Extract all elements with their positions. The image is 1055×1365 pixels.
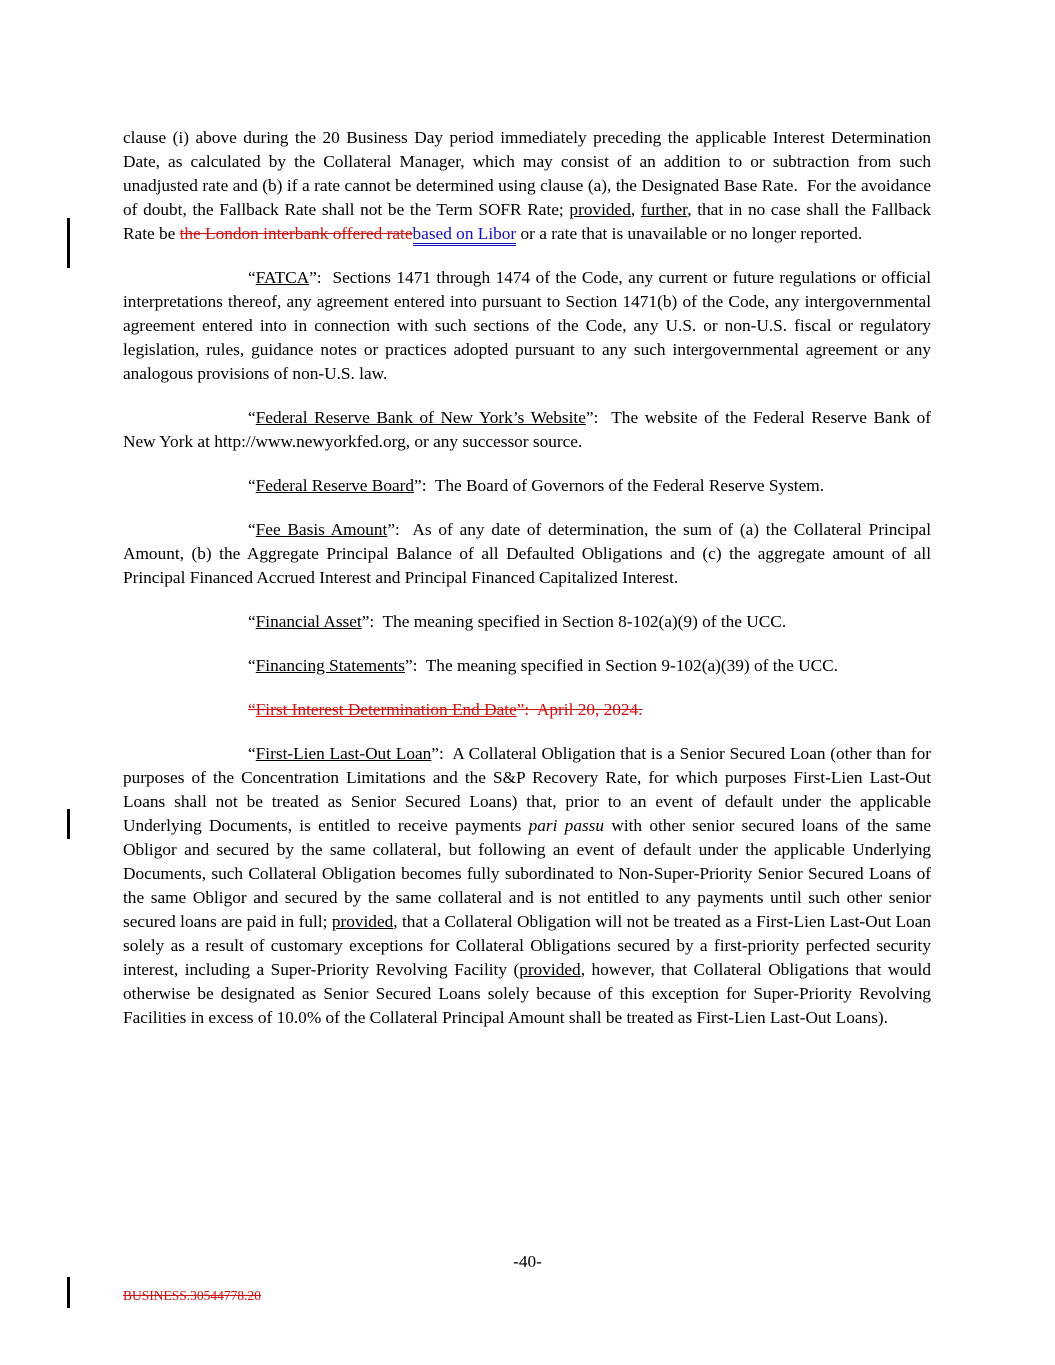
change-bar bbox=[67, 1277, 70, 1308]
text-segment: Fee Basis Amount bbox=[255, 520, 388, 539]
text-segment: provided bbox=[519, 960, 581, 979]
definition-federal-reserve-board bbox=[123, 474, 931, 498]
text-segment: Federal Reserve Board bbox=[255, 476, 415, 495]
text-segment: ”: A Collateral Obligation that is a Senior Secured Loan (other than for purposes of the Concentration Limitations and the S&P Recovery Rate, for which purposes First-Lien Last-Out Loans shall not be treated as Senior Secured Loans) that, prior to an event of default under the applicable Underlying Documents, is entitled to receive payments bbox=[123, 744, 931, 835]
text-segment: ”: The Board of Governors of the Federal Reserve System. bbox=[414, 476, 825, 495]
text-segment: provided bbox=[569, 200, 631, 219]
definition-federal-reserve-bank-website bbox=[123, 406, 931, 454]
change-bar bbox=[67, 809, 70, 839]
text-segment: Financing Statements bbox=[255, 656, 405, 675]
text-segment: ”: The website of the Federal Reserve Bank of New York at http://www.newyorkfed.org, or any successor source. bbox=[123, 408, 931, 451]
text-segment: with other senior secured loans of the same Obligor and secured by the same collateral, but following an event of default under the applicable Underlying Documents, such Collateral Obligation becomes fully subordinated to Non-Super-Priority Senior Secured Loans of the same Obligor and secured by the same collateral and is not entitled to any payments until such other senior secured loans are paid in full; bbox=[123, 816, 932, 931]
text-segment: “ bbox=[248, 476, 256, 495]
definition-first-lien-last-out-loan bbox=[123, 742, 931, 1030]
text-segment: based on Libor bbox=[413, 224, 517, 246]
text-segment: “ bbox=[248, 700, 256, 719]
text-segment: “ bbox=[248, 408, 256, 427]
text-segment: pari passu bbox=[528, 816, 605, 835]
definition-fee-basis-amount bbox=[123, 518, 931, 590]
text-segment: , that in no case shall the Fallback Rate be bbox=[123, 200, 931, 243]
text-segment: ”: April 20, 2024. bbox=[516, 700, 643, 719]
definition-first-interest-determination-end-date-deleted bbox=[123, 698, 931, 722]
text-segment: or a rate that is unavailable or no longer reported. bbox=[516, 224, 863, 243]
text-segment: , that a Collateral Obligation will not be treated as a First-Lien Last-Out Loan solely as a result of customary exceptions for Collateral Obligations secured by a first-priority perfected security interest, including a Super-Priority Revolving Facility ( bbox=[123, 912, 932, 979]
text-segment: Federal Reserve Bank of New York’s Website bbox=[255, 408, 586, 427]
text-segment: provided bbox=[331, 912, 394, 931]
change-bar bbox=[67, 218, 70, 268]
document-body bbox=[123, 126, 931, 1050]
text-segment: ”: Sections 1471 through 1474 of the Code, any current or future regulations or official interpretations thereof, any agreement entered into pursuant to Section 1471(b) of the Code, any intergovernmental agreement entered into in connection with such sections of the Code, any U.S. or non-U.S. fiscal or regulatory legislation, rules, guidance notes or practices adopted pursuant to any such intergovernmental agreement or any analogous provisions of non-U.S. law. bbox=[123, 268, 931, 383]
text-segment: First Interest Determination End Date bbox=[255, 700, 517, 719]
text-segment: further bbox=[640, 200, 688, 219]
definition-fatca bbox=[123, 266, 931, 386]
text-segment: ”: The meaning specified in Section 9-102(a)(39) of the UCC. bbox=[404, 656, 838, 675]
text-segment: “ bbox=[248, 268, 256, 287]
text-segment: ”: The meaning specified in Section 8-102(a)(9) of the UCC. bbox=[361, 612, 787, 631]
page-number: -40- bbox=[513, 1252, 542, 1271]
text-segment: First-Lien Last-Out Loan bbox=[255, 744, 432, 763]
text-segment: , however, that Collateral Obligations that would otherwise be designated as Senior Secured Loans solely because of this exception for Super-Priority Revolving Facilities in excess of 10.0% of the Collateral Principal Amount shall be treated as First-Lien Last-Out Loans). bbox=[123, 960, 931, 1027]
definition-financing-statements bbox=[123, 654, 931, 678]
text-segment: the London interbank offered rate bbox=[179, 224, 413, 243]
text-segment: , bbox=[630, 200, 641, 219]
text-segment: FATCA bbox=[255, 268, 310, 287]
text-segment: ”: As of any date of determination, the sum of (a) the Collateral Principal Amount, (b) the Aggregate Principal Balance of all Defaulted Obligations and (c) the aggregate amount of all Principal Financed Accrued Interest and Principal Financed Capitalized Interest. bbox=[123, 520, 932, 587]
text-segment: “ bbox=[248, 520, 256, 539]
text-segment: “ bbox=[248, 612, 256, 631]
definition-financial-asset bbox=[123, 610, 931, 634]
text-segment: Financial Asset bbox=[255, 612, 362, 631]
text-segment: clause (i) above during the 20 Business Day period immediately preceding the applicable Interest Determination Date, as calculated by the Collateral Manager, which may consist of an addition to or subtraction from such unadjusted rate and (b) if a rate cannot be determined using clause (a), the Designated Base Rate. For the avoidance of doubt, the Fallback Rate shall not be the Term SOFR Rate; bbox=[123, 128, 931, 219]
text-segment: “ bbox=[248, 656, 256, 675]
text-segment: “ bbox=[248, 744, 256, 763]
paragraph-fallback-rate-continuation bbox=[123, 126, 931, 246]
document-id-stamp: BUSINESS.30544778.20 bbox=[123, 1288, 262, 1303]
